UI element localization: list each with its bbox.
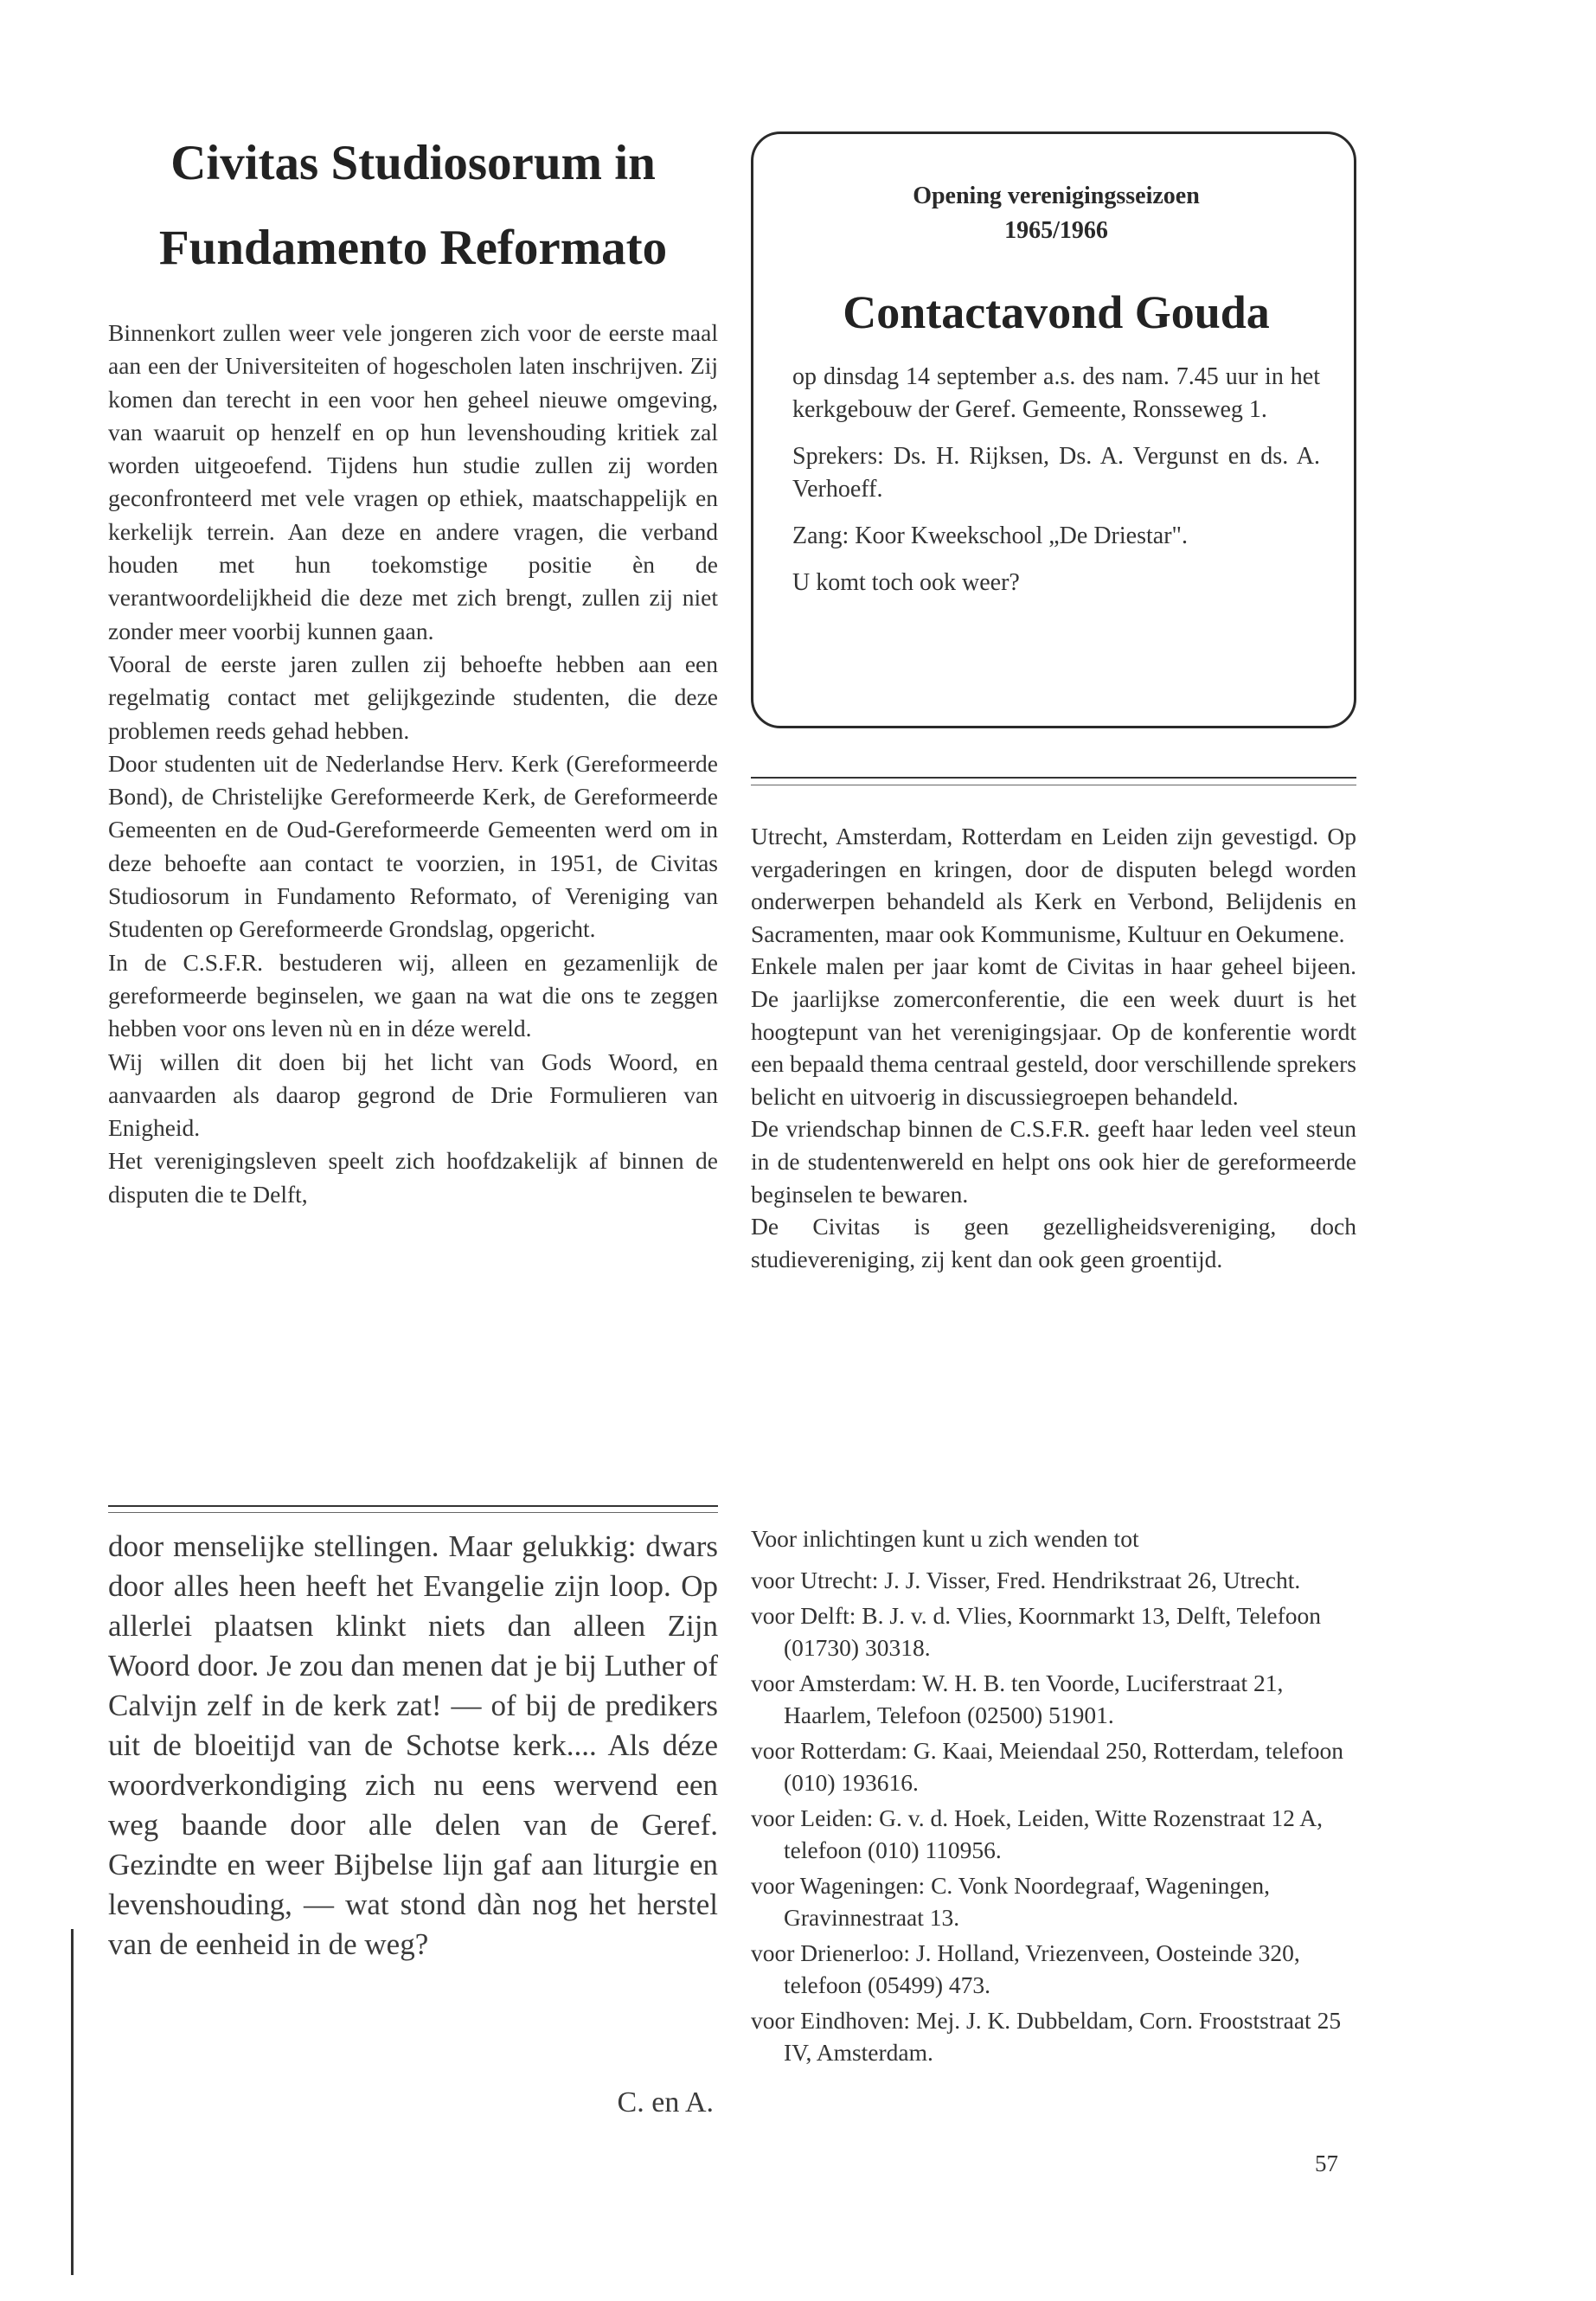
- contact-item: voor Leiden: G. v. d. Hoek, Leiden, Witte Rozenstraat 12 A, telefoon (010) 110956.: [751, 1804, 1324, 1863]
- contact-item: voor Delft: B. J. v. d. Vlies, Koornmarkt 13, Delft, Telefoon (01730) 30318.: [751, 1602, 1321, 1661]
- paragraph: Door studenten uit de Nederlandse Herv. Kerk (Gereformeerde Bond), de Christelijke Gereformeerde Kerk, de Gereformeerde Gemeenten en de Oud-Gereformeerde Gemeenten werd om in deze behoefte aan contact te voorzien, in 1951, de Civitas Studiosorum in Fundamento Reformato, of Vereniging van Studenten op Gereformeerde Grondslag, opgericht.: [108, 749, 718, 943]
- paragraph: Het verenigingsleven speelt zich hoofdzakelijk af binnen de disputen die te Delft,: [108, 1147, 718, 1208]
- closing-paragraph: door menselijke stellingen. Maar gelukkig: dwars door alles heen heeft het Evangelie zijn loop. Op allerlei plaatsen klinkt niets dan alleen Zijn Woord door. Je zou dan menen dat je bij Luther of Calvijn zelf in de kerk zat! — of bij de predikers uit de bloeitijd van de Schotse kerk.... Als déze woordverkondiging zich nu eens wervend een weg baande door alle delen van de Geref. Gezindte en weer Bijbelse lijn gaf aan liturgie en levenshouding, — wat stond dàn nog het herstel van de eenheid in de weg?: [108, 1529, 718, 1961]
- notice-heading-line-1: Opening verenigingsseizoen: [913, 183, 1200, 209]
- margin-rule: [71, 1929, 74, 2275]
- contact-list: [751, 1564, 1356, 2072]
- paragraph: Enkele malen per jaar komt de Civitas in haar geheel bijeen. De jaarlijkse zomerconferentie, die een week duurt is het hoogtepunt van het verenigingsjaar. Op de konferentie wordt een bepaald thema centraal gesteld, door verschillende sprekers belicht en uitvoerig in discussiegroepen behandeld.: [751, 952, 1356, 1110]
- notice-content: [792, 179, 1320, 613]
- paragraph: Utrecht, Amsterdam, Rotterdam en Leiden zijn gevestigd. Op vergaderingen en kringen, door de disputen belegd worden onderwerpen behandeld als Kerk en Verbond, Belijdenis en Sacramenten, maar ook Kommunisme, Kultuur en Oekumene.: [751, 823, 1356, 947]
- contact-item: voor Eindhoven: Mej. J. K. Dubbeldam, Corn. Frooststraat 25 IV, Amsterdam.: [751, 2007, 1342, 2066]
- notice-choir: Zang: Koor Kweekschool „De Driestar".: [792, 522, 1188, 549]
- contact-item: voor Wageningen: C. Vonk Noordegraaf, Wageningen, Gravinnestraat 13.: [751, 1872, 1270, 1931]
- article-body: [108, 317, 718, 1211]
- contact-item: voor Utrecht: J. J. Visser, Fred. Hendrikstraat 26, Utrecht.: [751, 1567, 1301, 1593]
- paragraph: Wij willen dit doen bij het licht van Gods Woord, en aanvaarden als daarop gegrond de Drie Formulieren van Enigheid.: [108, 1048, 718, 1142]
- title-line-2: Fundamento Reformato: [158, 221, 668, 275]
- notice-body: [792, 361, 1320, 599]
- closing-article: [108, 1527, 718, 1965]
- contact-item: voor Drienerloo: J. Holland, Vriezenveen, Oosteinde 320, telefoon (05499) 473.: [751, 1939, 1300, 1998]
- left-column: [108, 121, 718, 1211]
- column-divider: [108, 1505, 718, 1507]
- notice-heading: [792, 179, 1320, 248]
- notice-box: [751, 131, 1356, 728]
- article-title: [108, 121, 718, 291]
- paragraph: De vriendschap binnen de C.S.F.R. geeft haar leden veel steun in de studentenwereld en helpt ons ook hier de gereformeerde beginselen te bewaren.: [751, 1115, 1356, 1208]
- right-column: [751, 820, 1356, 1275]
- paragraph: In de C.S.F.R. bestuderen wij, alleen en gezamenlijk de gereformeerde beginselen, we gaan na wat die ons te zeggen hebben voor ons leven nù en in déze wereld.: [108, 948, 718, 1042]
- paragraph: Vooral de eerste jaren zullen zij behoefte hebben aan een regelmatig contact met gelijkgezinde studenten, die deze problemen reeds gehad hebben.: [108, 650, 718, 744]
- paragraph: De Civitas is geen gezelligheidsvereniging, doch studievereniging, zij kent dan ook geen groentijd.: [751, 1213, 1356, 1272]
- notice-title: Contactavond Gouda: [843, 286, 1270, 338]
- contact-item: voor Rotterdam: G. Kaai, Meiendaal 250, Rotterdam, telefoon (010) 193616.: [751, 1737, 1344, 1796]
- notice-speakers: Sprekers: Ds. H. Rijksen, Ds. A. Vergunst en ds. A. Verhoeff.: [792, 443, 1320, 503]
- info-intro: Voor inlichtingen kunt u zich wenden tot: [751, 1525, 1139, 1552]
- notice-heading-line-2: 1965/1966: [1004, 217, 1108, 244]
- page-number: 57: [1315, 2150, 1338, 2176]
- contact-item: voor Amsterdam: W. H. B. ten Voorde, Luciferstraat 21, Haarlem, Telefoon (02500) 51901.: [751, 1670, 1284, 1728]
- column-divider: [108, 1512, 718, 1513]
- notice-details: op dinsdag 14 september a.s. des nam. 7.45 uur in het kerkgebouw der Geref. Gemeente, Ronsseweg 1.: [792, 363, 1320, 423]
- notice-closing: U komt toch ook weer?: [792, 569, 1020, 596]
- paragraph: Binnenkort zullen weer vele jongeren zich voor de eerste maal aan een der Universiteiten of hogescholen laten inschrijven. Zij komen dan terecht in een voor hen geheel nieuwe omgeving, van waaruit op henzelf en op hun levenshouding kritiek zal worden uitgeoefend. Tijdens hun studie zullen zij worden geconfronteerd met vele vragen op ethiek, maatschappelijk en kerkelijk terrein. Aan deze en andere vragen, die verband houden met hun toekomstige positie èn de verantwoordelijkheid die deze met zich brengt, zullen zij niet zonder meer voorbij kunnen gaan.: [108, 319, 718, 644]
- title-line-1: Civitas Studiosorum in: [170, 136, 656, 190]
- signature: C. en A.: [617, 2086, 714, 2118]
- column-divider: [751, 777, 1356, 779]
